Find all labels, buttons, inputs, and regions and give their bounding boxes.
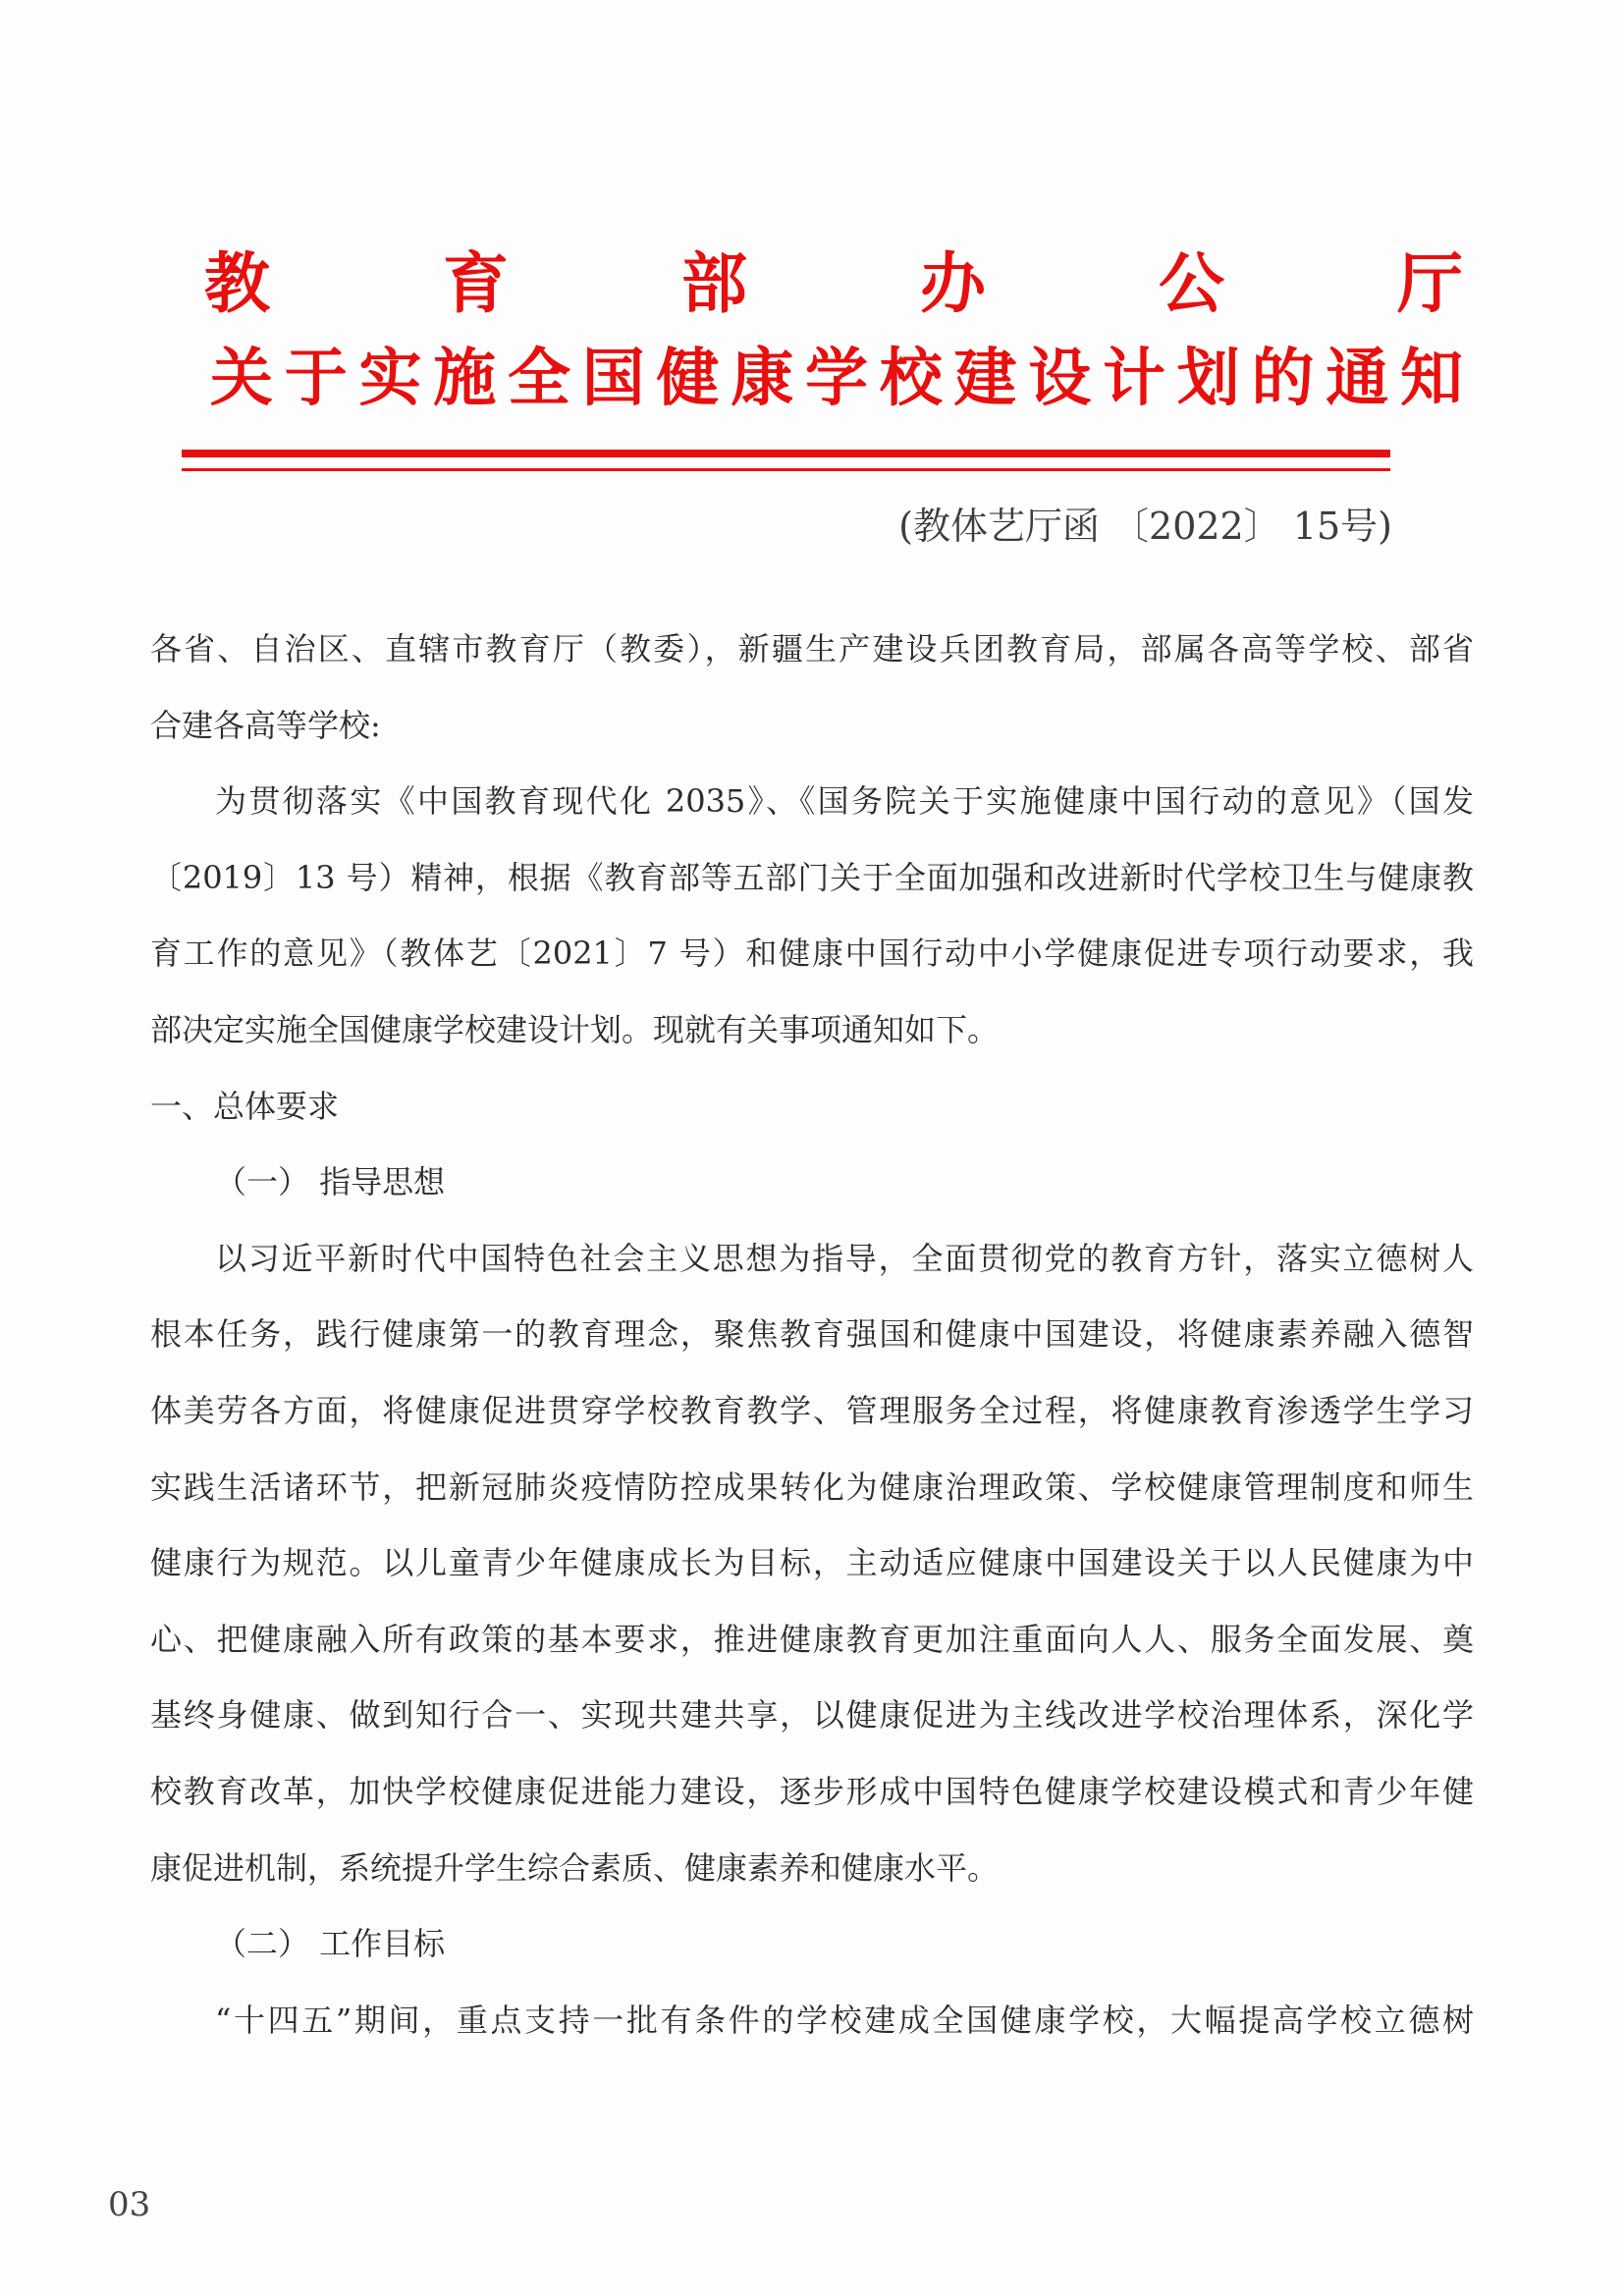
letterhead-org-name: [204, 242, 1463, 325]
paragraph-line: 体美劳各方面，将健康促进贯穿学校教育教学、管理服务全过程，将健康教育渗透学生学习: [150, 1391, 1474, 1429]
paragraph-line: 育工作的意见》（教体艺〔2021〕7 号）和健康中国行动中小学健康促进专项行动要求，我: [150, 934, 1474, 973]
letterhead-char: 国: [581, 342, 645, 415]
heading-2: （二） 工作目标: [215, 1925, 446, 1963]
letterhead-char: 办: [920, 244, 986, 322]
paragraph-line: 合建各高等学校:: [150, 706, 381, 744]
letterhead-char: 划: [1176, 342, 1240, 415]
paragraph-line: 基终身健康、做到知行合一、实现共建共享，以健康促进为主线改进学校治理体系，深化学: [150, 1696, 1474, 1735]
paragraph-line: 根本任务，践行健康第一的教育理念，聚焦教育强国和健康中国建设，将健康素养融入德智: [150, 1315, 1474, 1354]
page-number: 03: [108, 2185, 151, 2224]
letterhead-rule-thick: [182, 450, 1390, 457]
letterhead-char: 通: [1326, 342, 1389, 415]
letterhead-char: 部: [681, 244, 747, 322]
letterhead-char: 建: [953, 342, 1017, 415]
paragraph-line: 康促进机制，系统提升学生综合素质、健康素养和健康水平。: [150, 1848, 1000, 1887]
letterhead-char: 厅: [1397, 244, 1463, 322]
letterhead-char: 知: [1400, 342, 1463, 415]
paragraph-line: 为贯彻落实《中国教育现代化 2035》、《国务院关于实施健康中国行动的意见》（国发: [215, 782, 1474, 821]
letterhead-char: 实: [358, 342, 422, 415]
paragraph-line: 心、把健康融入所有政策的基本要求，推进健康教育更加注重面向人人、服务全面发展、奠: [150, 1620, 1474, 1658]
letterhead-char: 施: [433, 342, 497, 415]
paragraph-line: 各省、自治区、直辖市教育厅（教委），新疆生产建设兵团教育局，部属各高等学校、部省: [150, 630, 1474, 667]
letterhead-char: 全: [508, 342, 570, 415]
paragraph-line: 健康行为规范。以儿童青少年健康成长为目标，主动适应健康中国建设关于以人民健康为中: [150, 1544, 1474, 1582]
document-number: (教体艺厅函 〔2022〕 15号): [898, 505, 1392, 548]
letterhead-char: 康: [731, 342, 794, 415]
letterhead-char: 设: [1028, 342, 1092, 415]
paragraph-line: 〔2019〕13 号）精神，根据《教育部等五部门关于全面加强和改进新时代学校卫生与健康教: [150, 858, 1474, 896]
letterhead-char: 的: [1251, 342, 1315, 415]
paragraph-line: 校教育改革，加快学校健康促进能力建设，逐步形成中国特色健康学校建设模式和青少年健: [150, 1772, 1474, 1810]
heading-2: （一） 指导思想: [215, 1163, 446, 1201]
letterhead-char: 教: [204, 244, 270, 322]
letterhead-char: 育: [443, 244, 509, 322]
paragraph-line: 实践生活诸环节，把新冠肺炎疫情防控成果转化为健康治理政策、学校健康管理制度和师生: [150, 1468, 1474, 1506]
letterhead-char: 学: [805, 342, 868, 415]
document-title: [210, 338, 1463, 420]
letterhead-rule-thin: [182, 468, 1390, 471]
heading-1: 一、总体要求: [150, 1087, 340, 1125]
letterhead-char: 健: [656, 342, 720, 415]
paragraph-line: 以习近平新时代中国特色社会主义思想为指导，全面贯彻党的教育方针，落实立德树人: [215, 1239, 1474, 1277]
paragraph-line: “十四五”期间，重点支持一批有条件的学校建成全国健康学校，大幅提高学校立德树: [215, 2001, 1474, 2039]
paragraph-line: 部决定实施全国健康学校建设计划。现就有关事项通知如下。: [150, 1010, 1000, 1048]
letterhead-char: 校: [879, 342, 943, 415]
document-body: [150, 612, 1474, 2058]
letterhead-char: 关: [210, 342, 273, 415]
letterhead-char: 于: [284, 342, 348, 415]
letterhead-char: 计: [1103, 342, 1165, 415]
letterhead-char: 公: [1159, 244, 1224, 322]
